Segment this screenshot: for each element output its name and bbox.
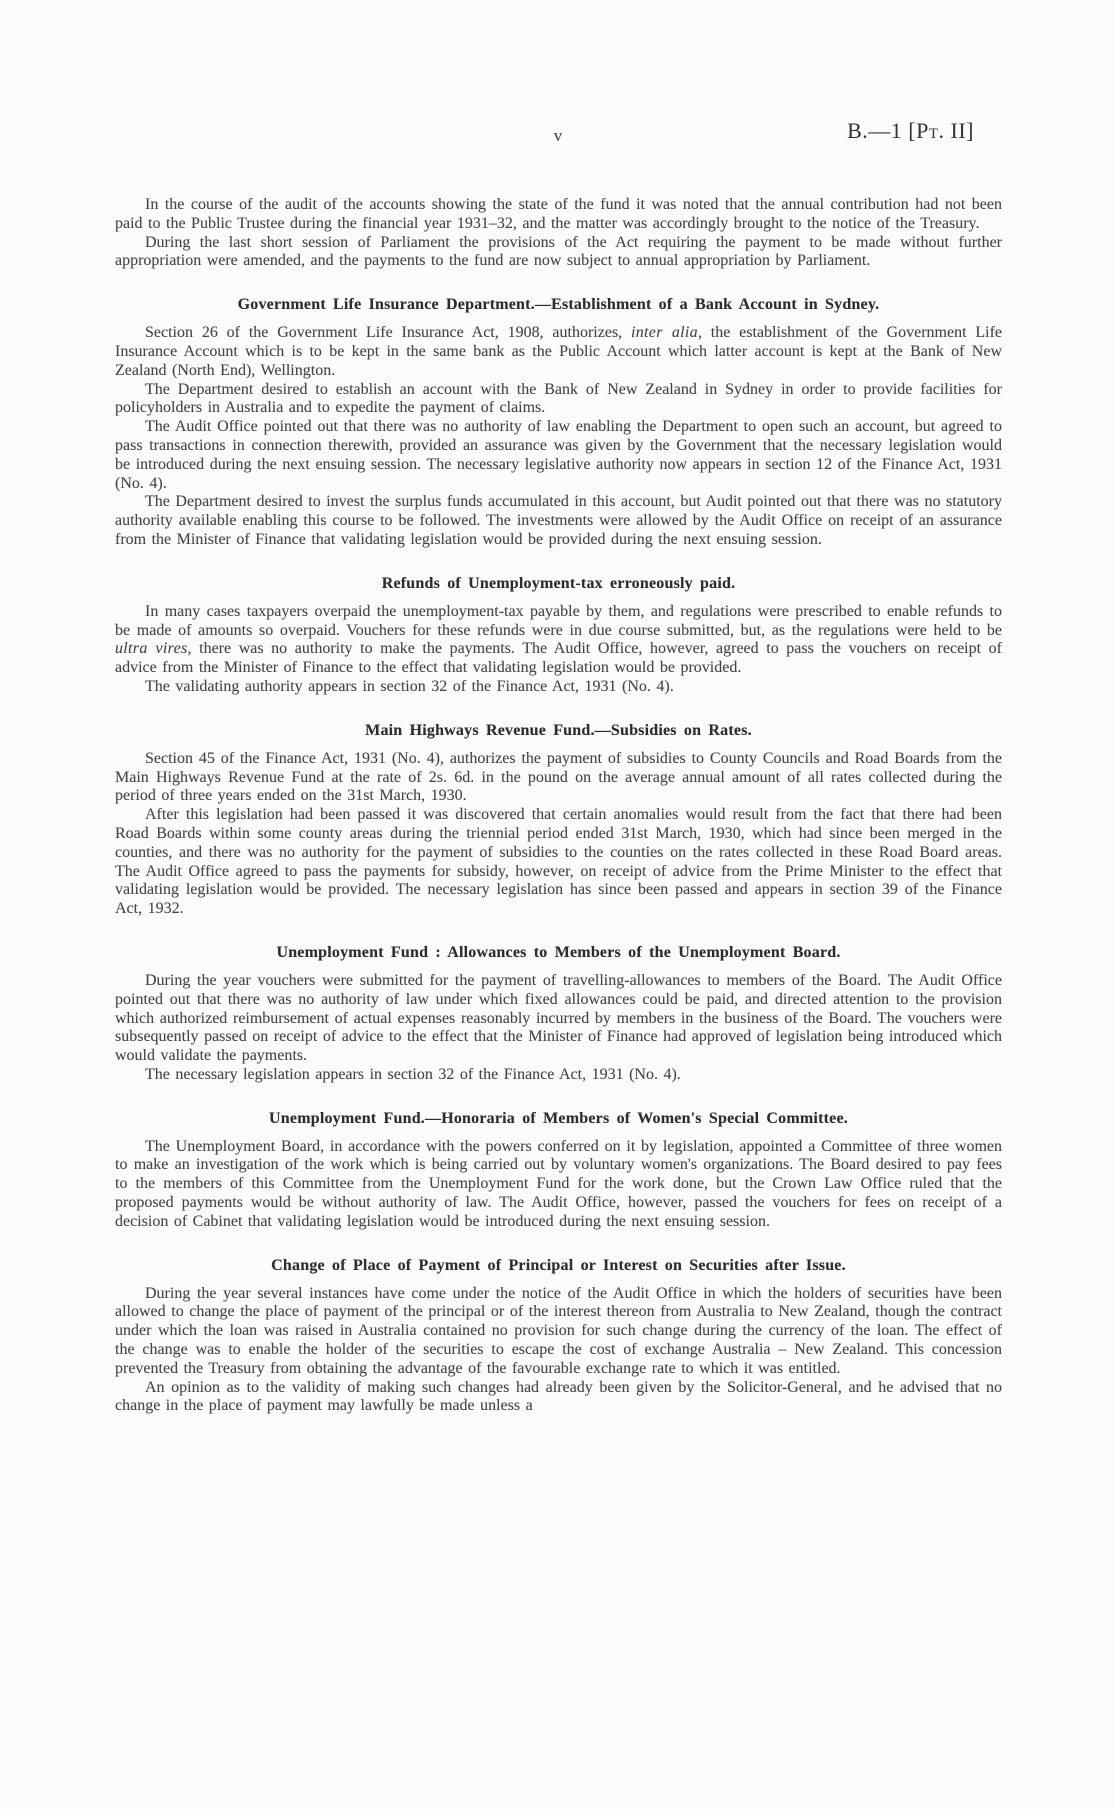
paragraph: During the last short session of Parliament the provisions of the Act requiring the payment to be made without further appropriation were amended, and the payments to the fund are now subject to annual appropriation by Parliament. xyxy=(115,233,1002,270)
paragraph: In many cases taxpayers overpaid the unemployment-tax payable by them, and regulations were prescribed to enable refunds to be made of amounts so overpaid. Vouchers for these refunds were in due course submitted, but, as the regulations were held to be ultra vires, there was no authority to make the payments. The Audit Office, however, agreed to pass the vouchers on receipt of advice from the Minister of Finance to the effect that validating legislation would be provided. xyxy=(115,602,1002,677)
paragraph: Section 45 of the Finance Act, 1931 (No. 4), authorizes the payment of subsidies to County Councils and Road Boards from the Main Highways Revenue Fund at the rate of 2s. 6d. in the pound on the average annual amount of all rates collected during the period of three years ended on the 31st March, 1930. xyxy=(115,749,1002,805)
section-unemployment-fund-honoraria xyxy=(115,1109,1002,1232)
document-body xyxy=(115,196,1002,1416)
paragraph: During the year several instances have come under the notice of the Audit Office in which the holders of securities have been allowed to change the place of payment of the principal or of the interest thereon from Australia to New Zealand, though the contract under which the loan was raised in Australia contained no provision for such change during the currency of the loan. The effect of the change was to enable the holder of the securities to escape the cost of exchange Australia – New Zealand. This concession prevented the Treasury from obtaining the advantage of the favourable exchange rate to which it was entitled. xyxy=(115,1284,1002,1377)
heading-govt-life-insurance-bank-account: Government Life Insurance Department.—Establishment of a Bank Account in Sydney. xyxy=(237,296,880,314)
section-change-place-of-payment xyxy=(115,1256,1002,1417)
paragraph: The validating authority appears in section 32 of the Finance Act, 1931 (No. 4). xyxy=(145,677,674,695)
heading-refunds-unemployment-tax: Refunds of Unemployment-tax erroneously paid. xyxy=(381,574,736,592)
paragraph: The Department desired to establish an account with the Bank of New Zealand in Sydney in order to provide facilities for policyholders in Australia and to expedite the payment of claims. xyxy=(115,380,1002,417)
paragraph: The necessary legislation appears in section 32 of the Finance Act, 1931 (No. 4). xyxy=(145,1065,681,1083)
paragraph: During the year vouchers were submitted for the payment of travelling-allowances to members of the Board. The Audit Office pointed out that there was no authority of law under which fixed allowances could be paid, and directed attention to the provision which authorized reimbursement of actual expenses reasonably incurred by members in the business of the Board. The vouchers were subsequently passed on receipt of advice to the effect that the Minister of Finance had approved of legislation being introduced which would validate the payments. xyxy=(115,971,1002,1065)
doc-reference: B.—1 [Pt. II] xyxy=(847,118,974,143)
paragraph: An opinion as to the validity of making such changes had already been given by the Solicitor-General, and he advised that no change in the place of payment may lawfully be made unless a xyxy=(115,1378,1002,1415)
paragraph: The Audit Office pointed out that there was no authority of law enabling the Department to open such an account, but agreed to pass transactions in connection therewith, provided an assurance was given by the Government that the necessary legislation would be introduced during the next ensuing session. The necessary legislative authority now appears in section 12 of the Finance Act, 1931 (No. 4). xyxy=(115,418,1002,492)
section-main-highways-revenue-fund xyxy=(115,721,1002,919)
page-header xyxy=(115,118,1002,156)
paragraph: The Unemployment Board, in accordance with the powers conferred on it by legislation, appointed a Committee of three women to make an investigation of the work which is being carried out by voluntary women's organizations. The Board desired to pay fees to the members of this Committee from the Unemployment Fund for the work done, but the Crown Law Office ruled that the proposed payments would be without authority of law. The Audit Office, however, passed the vouchers for fees on receipt of a decision of Cabinet that validating legislation would be introduced during the next ensuing session. xyxy=(115,1137,1002,1230)
paragraph: After this legislation had been passed it was discovered that certain anomalies would result from the fact that there had been Road Boards within some county areas during the triennial period ended 31st March, 1930, which had since been merged in the counties, and there was no authority for the payment of subsidies to the counties on the rates collected in these Road Board areas. The Audit Office agreed to pass the payments for subsidy, however, on receipt of advice from the Prime Minister to the effect that validating legislation would be provided. The necessary legislation has since been passed and appears in section 39 of the Finance Act, 1932. xyxy=(115,806,1002,918)
paragraph: Section 26 of the Government Life Insurance Act, 1908, authorizes, inter alia, the establishment of the Government Life Insurance Account which is to be kept in the same bank as the Public Account which latter account is kept at the Bank of New Zealand (North End), Wellington. xyxy=(115,324,1003,379)
heading-unemployment-fund-honoraria: Unemployment Fund.—Honoraria of Members of Women's Special Committee. xyxy=(269,1109,848,1127)
heading-change-place-of-payment: Change of Place of Payment of Principal or Interest on Securities after Issue. xyxy=(271,1256,846,1274)
paragraph: In the course of the audit of the accounts showing the state of the fund it was noted that the annual contribution had not been paid to the Public Trustee during the financial year 1931–32, and the matter was accordingly brought to the notice of the Treasury. xyxy=(115,196,1002,232)
section-unemployment-fund-allowances xyxy=(115,943,1002,1085)
heading-unemployment-fund-allowances: Unemployment Fund : Allowances to Members of the Unemployment Board. xyxy=(276,943,841,961)
page-number: v xyxy=(553,126,564,145)
section-refunds-unemployment-tax xyxy=(115,574,1002,697)
paragraph: The Department desired to invest the surplus funds accumulated in this account, but Audit pointed out that there was no statutory authority available enabling this course to be followed. The investments were allowed by the Audit Office on receipt of an assurance from the Minister of Finance that validating legislation would be provided during the next ensuing session. xyxy=(115,493,1002,548)
heading-main-highways-revenue-fund: Main Highways Revenue Fund.—Subsidies on Rates. xyxy=(365,721,752,739)
section-govt-life-insurance xyxy=(115,295,1002,550)
